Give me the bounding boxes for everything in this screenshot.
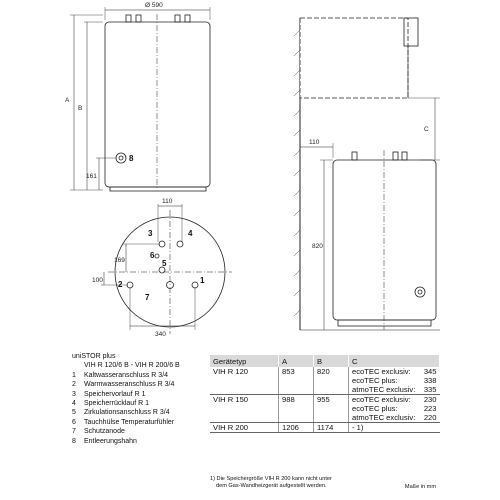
legend-item: 5 Zirkulationsanschluss R 3/4 <box>72 409 170 417</box>
dimension-table <box>210 355 440 433</box>
legend-item: 6 Tauchhülse Temperaturfühler <box>72 418 175 426</box>
callout-8: 8 <box>129 154 134 163</box>
legend-item: 7 Schutzanode <box>72 428 125 436</box>
dim-A: A <box>65 97 70 104</box>
table-row: VIH R 150 988 955 ecoTEC exclusiv: 230 ecoTEC plus: 223 atmoTEC exclusiv: 220 <box>210 395 440 423</box>
front-view-tank <box>105 22 210 187</box>
dim-169: 169 <box>114 257 125 264</box>
header-A: A <box>279 355 314 367</box>
legend-item: 3 Speichervorlauf R 1 <box>72 390 146 398</box>
legend-item: 8 Entleerungshahn <box>72 437 137 445</box>
table-header-row <box>210 355 440 367</box>
callout-1: 1 <box>200 276 205 285</box>
dim-820: 820 <box>312 243 323 250</box>
callout-5: 5 <box>162 259 167 268</box>
legend-item: 2 Warmwasseranschluss R 3/4 <box>72 381 175 389</box>
legend-subtitle: VIH R 120/6 B - VIH R 200/6 B <box>84 362 180 370</box>
callout-6: 6 <box>150 251 155 260</box>
wall-boiler <box>300 18 408 98</box>
unit-note: Maße in mm <box>404 484 436 490</box>
callout-2: 2 <box>118 280 123 289</box>
table-row: VIH R 120 853 820 ecoTEC exclusiv: 345 ecoTEC plus: 338 atmoTEC exclusiv: 335 <box>210 367 440 395</box>
legend-title: uniSTOR plus <box>72 353 116 360</box>
header-geraetetyp: Gerätetyp <box>210 355 279 367</box>
side-view-tank <box>333 160 436 320</box>
component-legend <box>72 352 180 446</box>
dim-110-plan: 110 <box>162 198 173 205</box>
header-C: C <box>349 355 440 367</box>
callout-4: 4 <box>188 229 193 238</box>
header-B: B <box>314 355 349 367</box>
legend-item: 1 Kaltwasseranschluss R 3/4 <box>72 371 169 379</box>
callout-3: 3 <box>148 229 153 238</box>
dim-161: 161 <box>86 173 97 180</box>
dim-110-side: 110 <box>309 139 320 146</box>
callout-7: 7 <box>145 293 150 302</box>
dim-C: C <box>424 126 429 133</box>
dim-100: 100 <box>92 277 103 284</box>
legend-item: 4 Speicherrücklauf R 1 <box>72 400 149 408</box>
dim-width-top: Ø 590 <box>145 2 163 9</box>
table-row: VIH R 200 1206 1174 - 1) <box>210 423 440 433</box>
dim-B: B <box>78 105 83 112</box>
table-footnote: 1) Die Speichergröße VIH R 200 kann nicht unter dem Gas-Wandheizgerät aufgestellt werden. Maße in mm <box>210 476 436 490</box>
dim-340: 340 <box>155 331 166 338</box>
